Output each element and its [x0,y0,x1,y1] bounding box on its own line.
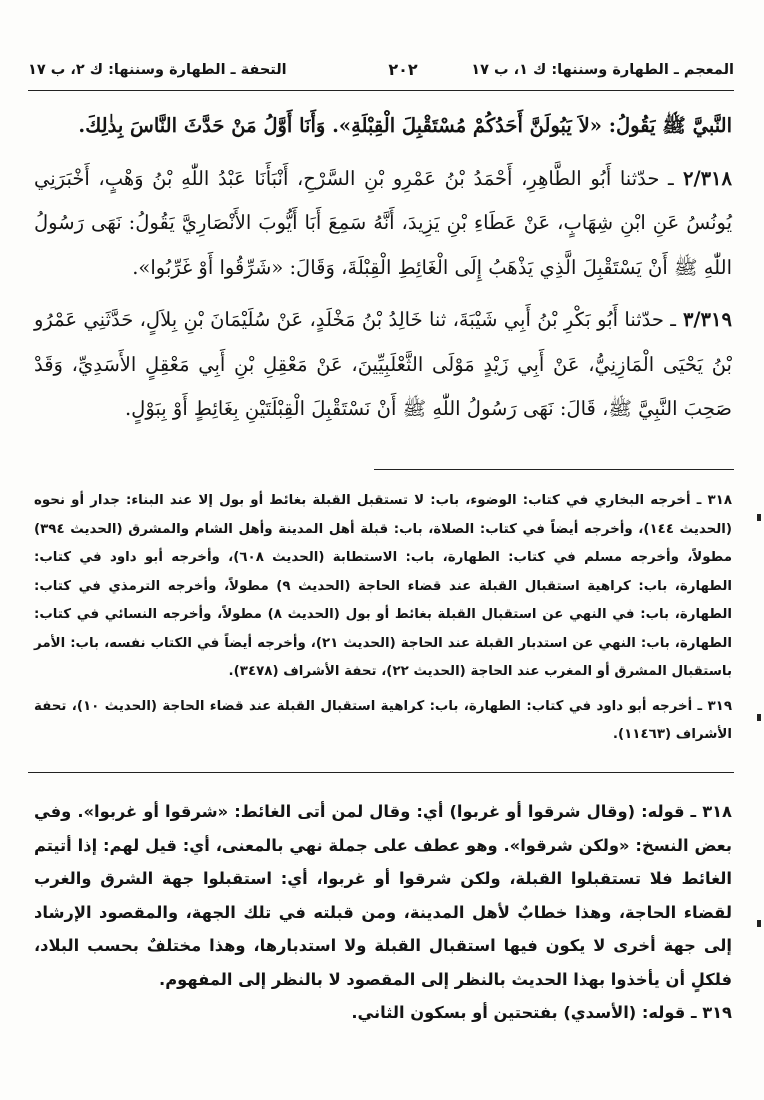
header-rule [28,90,734,91]
running-header [28,58,734,86]
hadith-318 [34,157,732,291]
footnote-319: ٣١٩ ـ أخرجه أبو داود في كتاب: الطهارة، باب: كراهية استقبال القبلة عند قضاء الحاجة (الحديث ١٠)، تحفة الأشراف (١١٤٦٣). [34,698,732,742]
header-right-reference: المعجم ـ الطهارة وسننها: ك ١، ب ١٧ [471,62,734,78]
commentary-318: ٣١٨ ـ قوله: (وقال شرقوا أو غربوا) أي: وقال لمن أتى الغائط: «شرقوا أو غربوا». وفي بعض النسخ: «ولكن شرقوا». وهو عطف على جملة نهي بالمعنى، أي: قيل لهم: إذا أتيتم الغائط فلا تستقبلوا القبلة، ولكن شرقوا أو غربوا، أي: استقبلوا جهة الشرق والغرب لقضاء الحاجة، وهذا خطابٌ لأهل المدينة، ومن قبلته في تلك الجهة، والمقصود الإرشاد إلى جهة أخرى لا يكون فيها استقبال القبلة ولا استدبارها، وهذا مختلفٌ بحسب البلاد، فلكلٍ أن يأخذوا بهذا الحديث بالنظر إلى المقصود لا بالنظر إلى المفهوم. [34,802,732,989]
margin-mark [757,920,761,927]
commentary [34,795,732,1030]
hadith-319-number: ٣/٣١٩ [682,308,732,331]
commentary-rule [28,772,734,773]
hadith-319 [34,298,732,432]
hadith-319-text: ـ حدّثنا أَبُو بَكْرِ بْنُ أَبِي شَيْبَةَ، ثنا خَالِدُ بْنُ مَخْلَدٍ، عَنْ سُلَيْمَانَ بْنِ بِلاَلٍ، حَدَّثَنِي عَمْرُو بْنُ يَحْيَى الْمَازِنِيُّ، عَنْ أَبِي زَيْدٍ مَوْلَى الثَّعْلَبِيِّينَ، عَنْ مَعْقِلِ بْنِ أَبِي مَعْقِلٍ الأَسَدِيِّ، وَقَدْ صَحِبَ النَّبِيَّ ﷺ، قَالَ: نَهَى رَسُولُ اللّٰهِ ﷺ أَنْ نَسْتَقْبِلَ الْقِبْلَتَيْنِ بِغَائِطٍ أَوْ بِبَوْلٍ. [34,308,732,420]
margin-mark [757,714,761,721]
footnote-separator [374,469,734,470]
hadith-text [34,104,732,432]
footnotes [34,487,732,750]
page-number: ٢٠٢ [388,60,418,79]
footnote-318: ٣١٨ ـ أخرجه البخاري في كتاب: الوضوء، باب: لا تستقبل القبلة بغائط أو بول إلا عند البناء: جدار أو نحوه (الحديث ١٤٤)، وأخرجه أيضاً في كتاب: الصلاة، باب: قبلة أهل المدينة وأهل الشام والمشرق (الحديث ٣٩٤) مطولاً، وأخرجه مسلم في كتاب: الطهارة، باب: الاستطابة (الحديث ٦٠٨)، وأخرجه أبو داود في كتاب: الطهارة، باب: كراهية استقبال القبلة عند قضاء الحاجة (الحديث ٩) مطولاً، وأخرجه الترمذي في كتاب: الطهارة، باب: في النهي عن استقبال القبلة بغائط أو بول (الحديث ٨) مطولاً، وأخرجه النسائي في كتاب: الطهارة، باب: النهي عن استدبار القبلة عند الحاجة (الحديث ٢١)، وأخرجه أيضاً في الكتاب نفسه، باب: الأمر باستقبال المشرق أو المغرب عند الحاجة (الحديث ٢٢)، تحفة الأشراف (٣٤٧٨). [34,493,732,679]
header-left-reference: التحفة ـ الطهارة وسننها: ك ٢، ب ١٧ [28,62,287,78]
hadith-317-continuation: النَّبيَّ ﷺ يَقُولُ: «لاَ يَبُولَنَّ أَحَدُكُمْ مُسْتَقْبِلَ الْقِبْلَةِ». وَأَنَا أَوَّلُ مَنْ حَدَّثَ النَّاسَ بِذٰلِكَ. [78,114,732,137]
hadith-318-number: ٢/٣١٨ [682,166,732,190]
hadith-318-text: ـ حدّثنا أَبُو الطَّاهِرِ، أَحْمَدُ بْنُ عَمْرِو بْنِ السَّرْحِ، أَنْبَأَنَا عَبْدُ اللّٰهِ بْنُ وَهْبٍ، أَخْبَرَنِي يُونُسُ عَنِ ابْنِ شِهَابٍ، عَنْ عَطَاءِ بْنِ يَزِيدَ، أَنَّهُ سَمِعَ أَبَا أَيُّوبَ الأَنْصَارِيَّ يَقُولُ: نَهَى رَسُولُ اللّٰهِ ﷺ أَنْ يَسْتَقْبِلَ الَّذِي يَذْهَبُ إِلَى الْغَائِطِ الْقِبْلَةَ، وَقَالَ: «شَرِّقُوا أَوْ غَرِّبُوا». [34,166,732,279]
margin-mark [757,514,761,521]
commentary-319: ٣١٩ ـ قوله: (الأسدي) بفتحتين أو بسكون الثاني. [351,1003,732,1022]
